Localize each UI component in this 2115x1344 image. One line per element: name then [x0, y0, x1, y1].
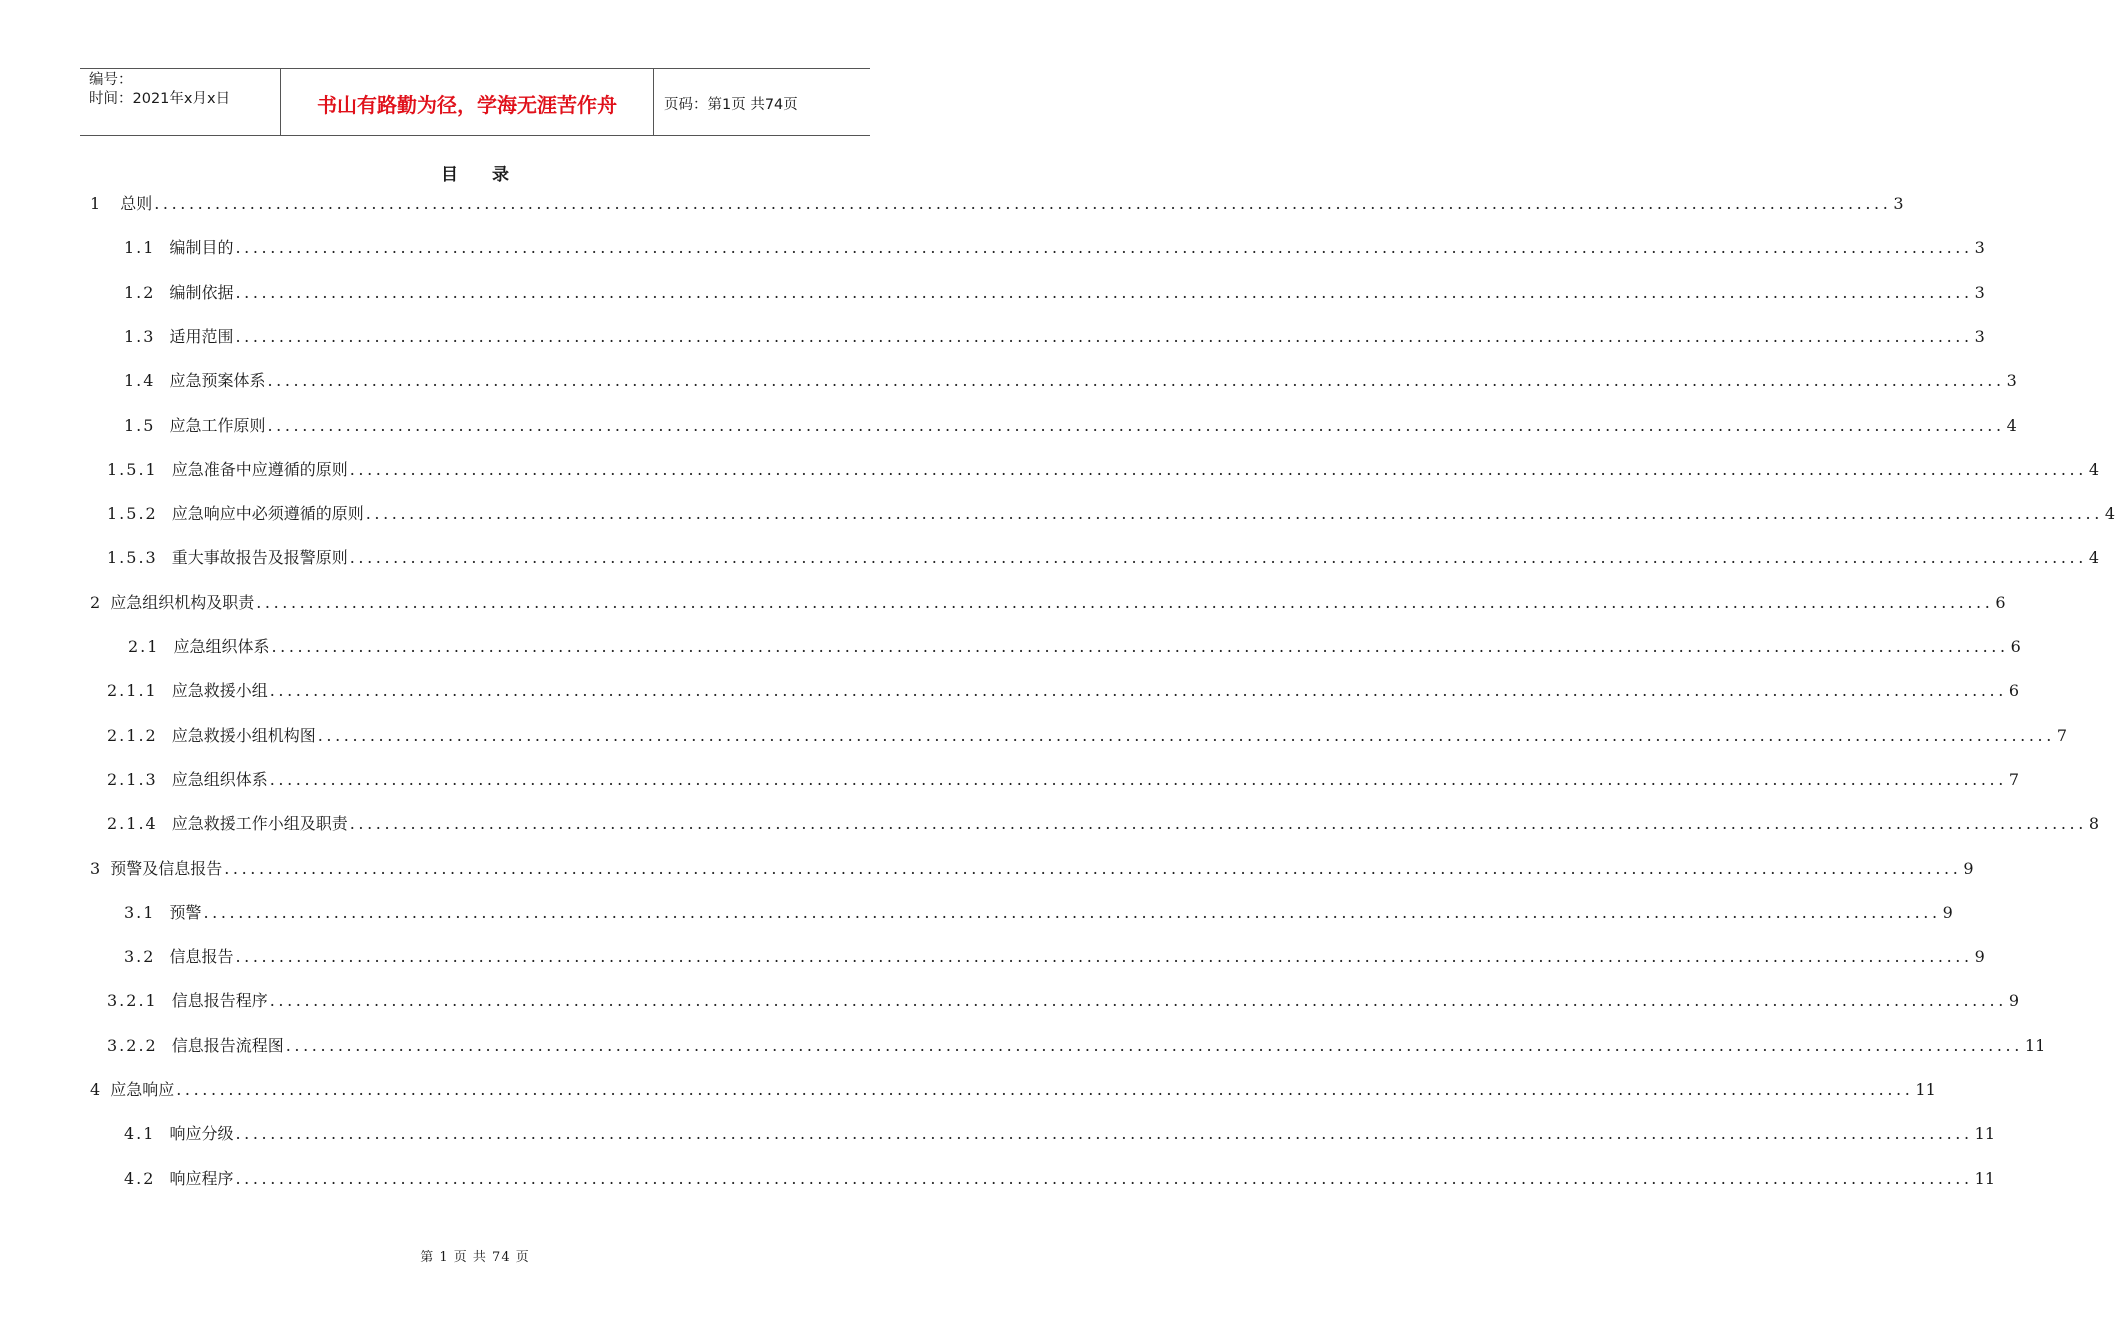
toc-entry[interactable]: [107, 544, 2100, 572]
toc-entry-label: 编制目的: [169, 238, 234, 258]
toc-dot-leader: ........................................................................................................................................................................................................: [235, 1124, 1973, 1144]
toc-entry-number: 2.1.1: [107, 681, 158, 701]
toc-dot-leader: ........................................................................................................................................................................................................: [235, 282, 1973, 302]
toc-entry[interactable]: [107, 766, 2020, 794]
toc-entry-page: 9: [1974, 947, 1985, 967]
toc-dot-leader: ........................................................................................................................................................................................................: [176, 1080, 1914, 1099]
toc-entry-number: 2.1.2: [107, 725, 158, 745]
toc-entry-page: 7: [2056, 725, 2068, 745]
toc-entry-page: 11: [1974, 1168, 1996, 1188]
toc-entry-number: 1.1: [124, 238, 156, 258]
toc-dot-leader: ........................................................................................................................................................................................................: [285, 1035, 2023, 1055]
header-motto-cell: [281, 69, 654, 135]
header-page-cell: [654, 69, 870, 135]
toc-entry[interactable]: [90, 855, 1974, 883]
header-page-info: 页码：第1页 共74页: [664, 96, 798, 113]
toc-entry[interactable]: [107, 677, 2020, 705]
toc-entry-label: 应急准备中应遵循的原则: [171, 459, 348, 479]
toc-entry-page: 4: [2088, 548, 2100, 568]
toc-dot-leader: ........................................................................................................................................................................................................: [349, 459, 2087, 479]
toc-entry-label: 应急响应: [110, 1080, 175, 1099]
toc-entry-number: 3.1: [124, 902, 156, 922]
toc-dot-leader: ........................................................................................................................................................................................................: [269, 991, 2007, 1011]
toc-entry[interactable]: [124, 943, 1985, 971]
toc-entry-page: 6: [2010, 637, 2021, 656]
toc-entry[interactable]: [124, 1165, 1996, 1193]
toc-entry[interactable]: [107, 456, 2100, 484]
toc-entry-page: 8: [2088, 814, 2100, 834]
toc-entry[interactable]: [90, 1076, 1936, 1104]
header-motto: 书山有路勤为径，学海无涯苦作舟: [317, 93, 617, 117]
toc-entry[interactable]: [128, 633, 2021, 661]
toc-entry-label: 应急预案体系: [169, 371, 266, 391]
toc-dot-leader: ........................................................................................................................................................................................................: [365, 504, 2103, 524]
toc-entry[interactable]: [107, 810, 2100, 838]
toc-entry-label: 应急救援工作小组及职责: [171, 814, 348, 834]
toc-dot-leader: ........................................................................................................................................................................................................: [267, 371, 2005, 391]
toc-entry-label: 应急组织机构及职责: [110, 592, 255, 612]
toc-entry-number: 1.5.2: [107, 504, 158, 524]
toc-entry-number: 3: [90, 858, 103, 878]
toc-entry-page: 9: [1942, 902, 1953, 922]
toc-dot-leader: ........................................................................................................................................................................................................: [267, 415, 2005, 435]
toc-dot-leader: ........................................................................................................................................................................................................: [317, 725, 2055, 745]
toc-entry-number: 1.4: [124, 371, 156, 391]
toc-entry-number: 1: [90, 194, 103, 213]
header-meta-cell: [80, 69, 281, 135]
toc-entry-page: 3: [1893, 194, 1904, 213]
toc-entry-label: 信息报告: [169, 947, 234, 967]
toc-entry[interactable]: [124, 412, 2017, 440]
toc-entry-number: 3.2: [124, 947, 156, 967]
toc-entry-label: 重大事故报告及报警原则: [171, 548, 348, 568]
toc-entry-page: 6: [1995, 592, 2006, 612]
document-date: 时间：2021年x月x日: [89, 91, 231, 107]
toc-entry-number: 1.5.1: [107, 459, 158, 479]
toc-dot-leader: ........................................................................................................................................................................................................: [349, 548, 2087, 568]
document-code-label: 编号：: [89, 72, 133, 88]
toc-entry[interactable]: [124, 1120, 1996, 1148]
toc-entry-number: 1.5.3: [107, 548, 158, 568]
toc-dot-leader: ........................................................................................................................................................................................................: [154, 194, 1892, 213]
toc-entry-label: 预警及信息报告: [110, 858, 223, 878]
toc-entry-page: 3: [1974, 238, 1985, 258]
toc-entry[interactable]: [107, 1032, 2046, 1060]
toc-entry-page: 6: [2008, 681, 2020, 701]
toc-entry-number: 4.2: [124, 1168, 156, 1188]
toc-dot-leader: ........................................................................................................................................................................................................: [203, 902, 1941, 922]
toc-title: 目 录: [441, 165, 523, 185]
page-footer: 第 1 页 共 74 页: [420, 1250, 530, 1265]
toc-entry[interactable]: [124, 234, 1985, 262]
toc-entry-page: 9: [2008, 991, 2020, 1011]
toc-dot-leader: ........................................................................................................................................................................................................: [269, 769, 2007, 789]
toc-entry-page: 4: [2006, 415, 2017, 435]
toc-entry[interactable]: [107, 987, 2020, 1015]
toc-entry-label: 信息报告流程图: [171, 1035, 284, 1055]
toc-entry-label: 预警: [169, 902, 202, 922]
toc-entry[interactable]: [107, 722, 2068, 750]
toc-entry-label: 应急工作原则: [169, 415, 266, 435]
toc-entry[interactable]: [124, 899, 1953, 927]
toc-entry[interactable]: [124, 367, 2017, 395]
toc-entry-page: 4: [2104, 504, 2115, 524]
toc-dot-leader: ........................................................................................................................................................................................................: [256, 592, 1994, 612]
toc-dot-leader: ........................................................................................................................................................................................................: [224, 858, 1962, 878]
toc-entry-page: 3: [2006, 371, 2017, 391]
toc-entry-number: 1.2: [124, 282, 156, 302]
toc-entry-number: 3.2.2: [107, 1035, 158, 1055]
toc-entry-label: 响应程序: [169, 1168, 234, 1188]
toc-entry-label: 应急组织体系: [173, 637, 270, 656]
toc-entry-number: 2.1.3: [107, 769, 158, 789]
toc-dot-leader: ........................................................................................................................................................................................................: [271, 637, 2009, 656]
toc-entry-page: 4: [2088, 459, 2100, 479]
toc-entry-page: 3: [1974, 326, 1985, 346]
toc-entry[interactable]: [107, 500, 2115, 528]
toc-entry-label: 适用范围: [169, 326, 234, 346]
toc-entry[interactable]: [90, 589, 2006, 617]
toc-entry[interactable]: [124, 323, 1985, 351]
toc-entry-label: 编制依据: [169, 282, 234, 302]
toc-entry-label: 响应分级: [169, 1124, 234, 1144]
toc-entry-number: 2: [90, 592, 103, 612]
toc-entry-label: 总则: [120, 194, 153, 213]
toc-entry-label: 应急组织体系: [171, 769, 268, 789]
toc-entry-page: 9: [1963, 858, 1974, 878]
toc-dot-leader: ........................................................................................................................................................................................................: [235, 1168, 1973, 1188]
toc-entry[interactable]: [90, 190, 1904, 218]
toc-entry-number: 2.1: [128, 637, 160, 656]
toc-entry-number: 3.2.1: [107, 991, 158, 1011]
toc-entry-label: 信息报告程序: [171, 991, 268, 1011]
toc-dot-leader: ........................................................................................................................................................................................................: [235, 947, 1973, 967]
toc-entry-number: 2.1.4: [107, 814, 158, 834]
toc-entry-label: 应急响应中必须遵循的原则: [171, 504, 364, 524]
toc-entry-page: 11: [1915, 1080, 1936, 1099]
toc-entry-page: 3: [1974, 282, 1985, 302]
document-header: [80, 68, 870, 136]
toc-dot-leader: ........................................................................................................................................................................................................: [235, 238, 1973, 258]
toc-entry-number: 4.1: [124, 1124, 156, 1144]
toc-entry-number: 4: [90, 1080, 103, 1099]
toc-entry[interactable]: [124, 279, 1985, 307]
toc-entry-page: 11: [2024, 1035, 2046, 1055]
toc-dot-leader: ........................................................................................................................................................................................................: [235, 326, 1973, 346]
toc-dot-leader: ........................................................................................................................................................................................................: [269, 681, 2007, 701]
toc-entry-page: 11: [1974, 1124, 1996, 1144]
toc-entry-label: 应急救援小组: [171, 681, 268, 701]
toc-entry-number: 1.5: [124, 415, 156, 435]
toc-entry-page: 7: [2008, 769, 2020, 789]
toc-entry-number: 1.3: [124, 326, 156, 346]
toc-dot-leader: ........................................................................................................................................................................................................: [349, 814, 2087, 834]
toc-entry-label: 应急救援小组机构图: [171, 725, 316, 745]
